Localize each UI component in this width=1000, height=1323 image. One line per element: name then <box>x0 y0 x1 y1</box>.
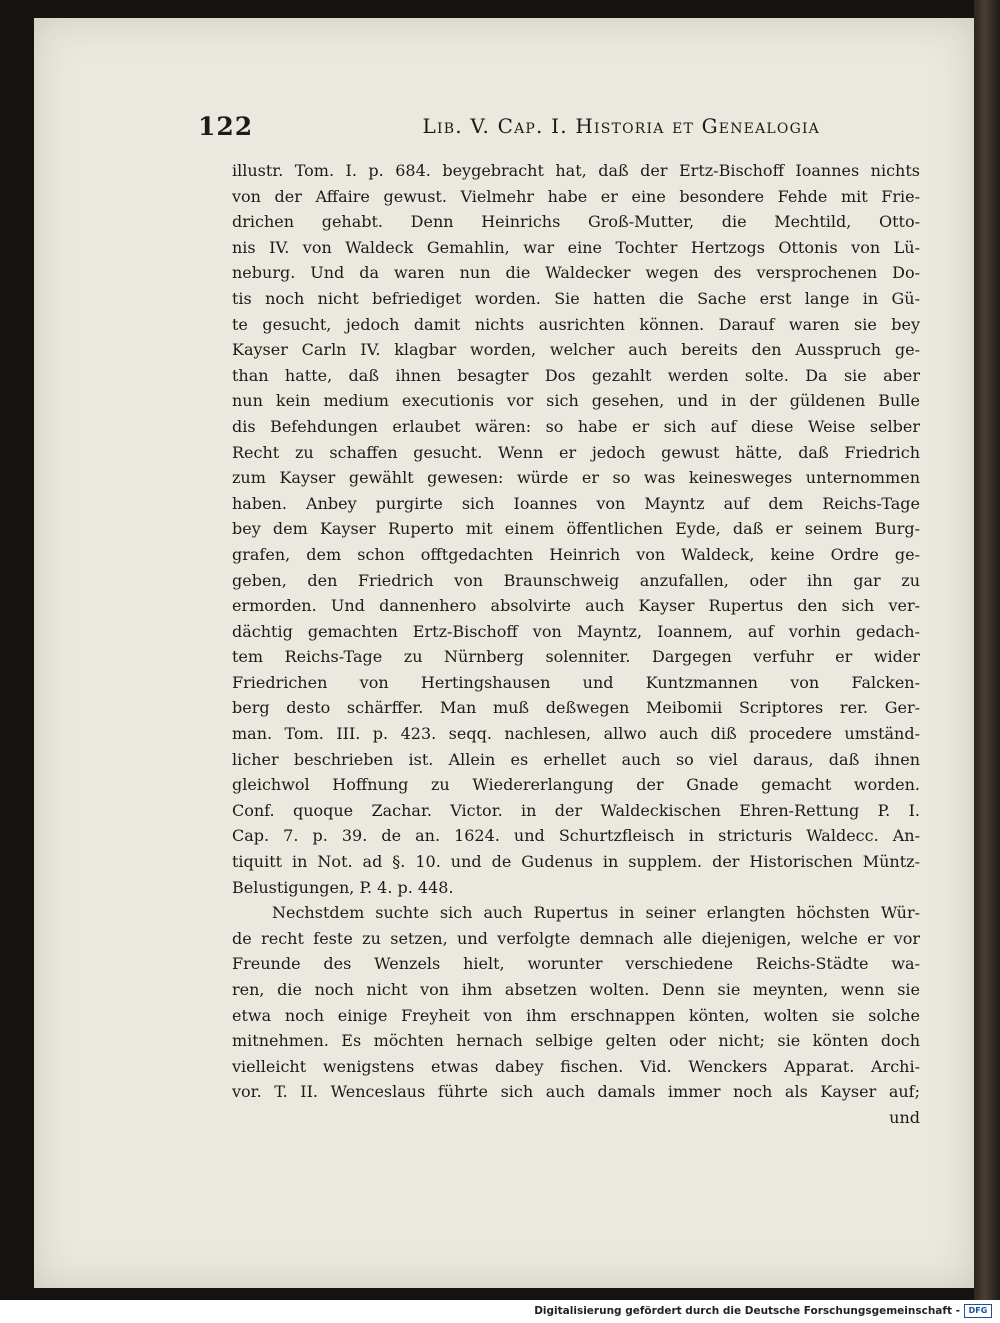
text-line: haben. Anbey purgirte sich Ioannes von Mayntz auf dem Reichs-Tage <box>232 493 920 513</box>
text-line: berg desto schärffer. Man muß deßwegen Meibomii Scriptores rer. Ger- <box>232 698 920 718</box>
text-line: man. Tom. III. p. 423. seqq. nachlesen, allwo auch diß procedere umständ- <box>232 724 920 744</box>
text-line: licher beschrieben ist. Allein es erhellet auch so viel daraus, daß ihnen <box>232 749 920 769</box>
text-line: tem Reichs-Tage zu Nürnberg solenniter. Dargegen verfuhr er wider <box>232 647 920 667</box>
text-line: nun kein medium executionis vor sich gesehen, und in der güldenen Bulle <box>232 391 920 411</box>
text-line: neburg. Und da waren nun die Waldecker wegen des versprochenen Do- <box>232 263 920 283</box>
body-text <box>232 158 920 1131</box>
text-line: zum Kayser gewählt gewesen: würde er so was keinesweges unternommen <box>232 468 920 488</box>
text-line: de recht feste zu setzen, und verfolgte demnach alle diejenigen, welche er vor <box>232 928 920 948</box>
text-line: vielleicht wenigstens etwas dabey fischen. Vid. Wenckers Apparat. Archi- <box>232 1056 920 1076</box>
text-line: etwa noch einige Freyheit von ihm erschnappen könten, wolten sie solche <box>232 1005 920 1025</box>
paragraph-first-line: Nechstdem suchte sich auch Rupertus in seiner erlangten höchsten Wür- <box>272 903 920 923</box>
text-line: tiquitt in Not. ad §. 10. und de Gudenus in supplem. der Historischen Müntz- <box>232 852 920 872</box>
text-line: Friedrichen von Hertingshausen und Kuntzmannen von Falcken- <box>232 672 920 692</box>
text-line: Freunde des Wenzels hielt, worunter verschiedene Reichs-Städte wa- <box>232 954 920 974</box>
text-line: nis IV. von Waldeck Gemahlin, war eine Tochter Hertzogs Ottonis von Lü- <box>232 237 920 257</box>
text-line: dächtig gemachten Ertz-Bischoff von Mayntz, Ioannem, auf vorhin gedach- <box>232 621 920 641</box>
text-line: dis Befehdungen erlaubet wären: so habe er sich auf diese Weise selber <box>232 416 920 436</box>
text-line: than hatte, daß ihnen besagter Dos gezahlt werden solte. Da sie aber <box>232 365 920 385</box>
dfg-logo-icon: DFG <box>964 1304 992 1318</box>
text-line: ermorden. Und dannenhero absolvirte auch Kayser Rupertus den sich ver- <box>232 596 920 616</box>
book-spine <box>974 0 1000 1300</box>
text-line: illustr. Tom. I. p. 684. beygebracht hat, daß der Ertz-Bischoff Ioannes nichts <box>232 161 920 180</box>
footer-bar <box>0 1300 1000 1323</box>
funding-credit: Digitalisierung gefördert durch die Deutsche Forschungsgemeinschaft - <box>534 1305 960 1317</box>
text-line: Conf. quoque Zachar. Victor. in der Waldeckischen Ehren-Rettung P. I. <box>232 800 920 820</box>
text-line: gleichwol Hoffnung zu Wiedererlangung der Gnade gemacht worden. <box>232 775 920 795</box>
text-line: von der Affaire gewust. Vielmehr habe er eine besondere Fehde mit Frie- <box>232 186 920 206</box>
text-line: bey dem Kayser Ruperto mit einem öffentlichen Eyde, daß er seinem Burg- <box>232 519 920 539</box>
text-line: te gesucht, jedoch damit nichts ausrichten können. Darauf waren sie bey <box>232 314 920 334</box>
page-header <box>198 112 820 152</box>
text-line: Belustigungen, P. 4. p. 448. <box>232 877 454 897</box>
catchword: und <box>889 1107 920 1127</box>
text-line: Cap. 7. p. 39. de an. 1624. und Schurtzfleisch in stricturis Waldecc. An- <box>232 826 920 846</box>
page-number: 122 <box>198 112 254 141</box>
text-line: Recht zu schaffen gesucht. Wenn er jedoch gewust hätte, daß Friedrich <box>232 442 920 462</box>
running-title: Lib. V. Cap. I. Historia et Genealogia <box>422 114 820 138</box>
text-line: mitnehmen. Es möchten hernach selbige gelten oder nicht; sie könten doch <box>232 1031 920 1051</box>
text-line: drichen gehabt. Denn Heinrichs Groß-Mutter, die Mechtild, Otto- <box>232 212 920 232</box>
text-line: geben, den Friedrich von Braunschweig anzufallen, oder ihn gar zu <box>232 570 920 590</box>
text-line: ren, die noch nicht von ihm absetzen wolten. Denn sie meynten, wenn sie <box>232 980 920 999</box>
text-line: Kayser Carln IV. klagbar worden, welcher auch bereits den Ausspruch ge- <box>232 340 920 360</box>
text-line: vor. T. II. Wenceslaus führte sich auch damals immer noch als Kayser auf; <box>232 1082 920 1102</box>
text-line: grafen, dem schon offtgedachten Heinrich von Waldeck, keine Ordre ge- <box>232 544 920 564</box>
text-line: tis noch nicht befriediget worden. Sie hatten die Sache erst lange in Gü- <box>232 288 920 308</box>
